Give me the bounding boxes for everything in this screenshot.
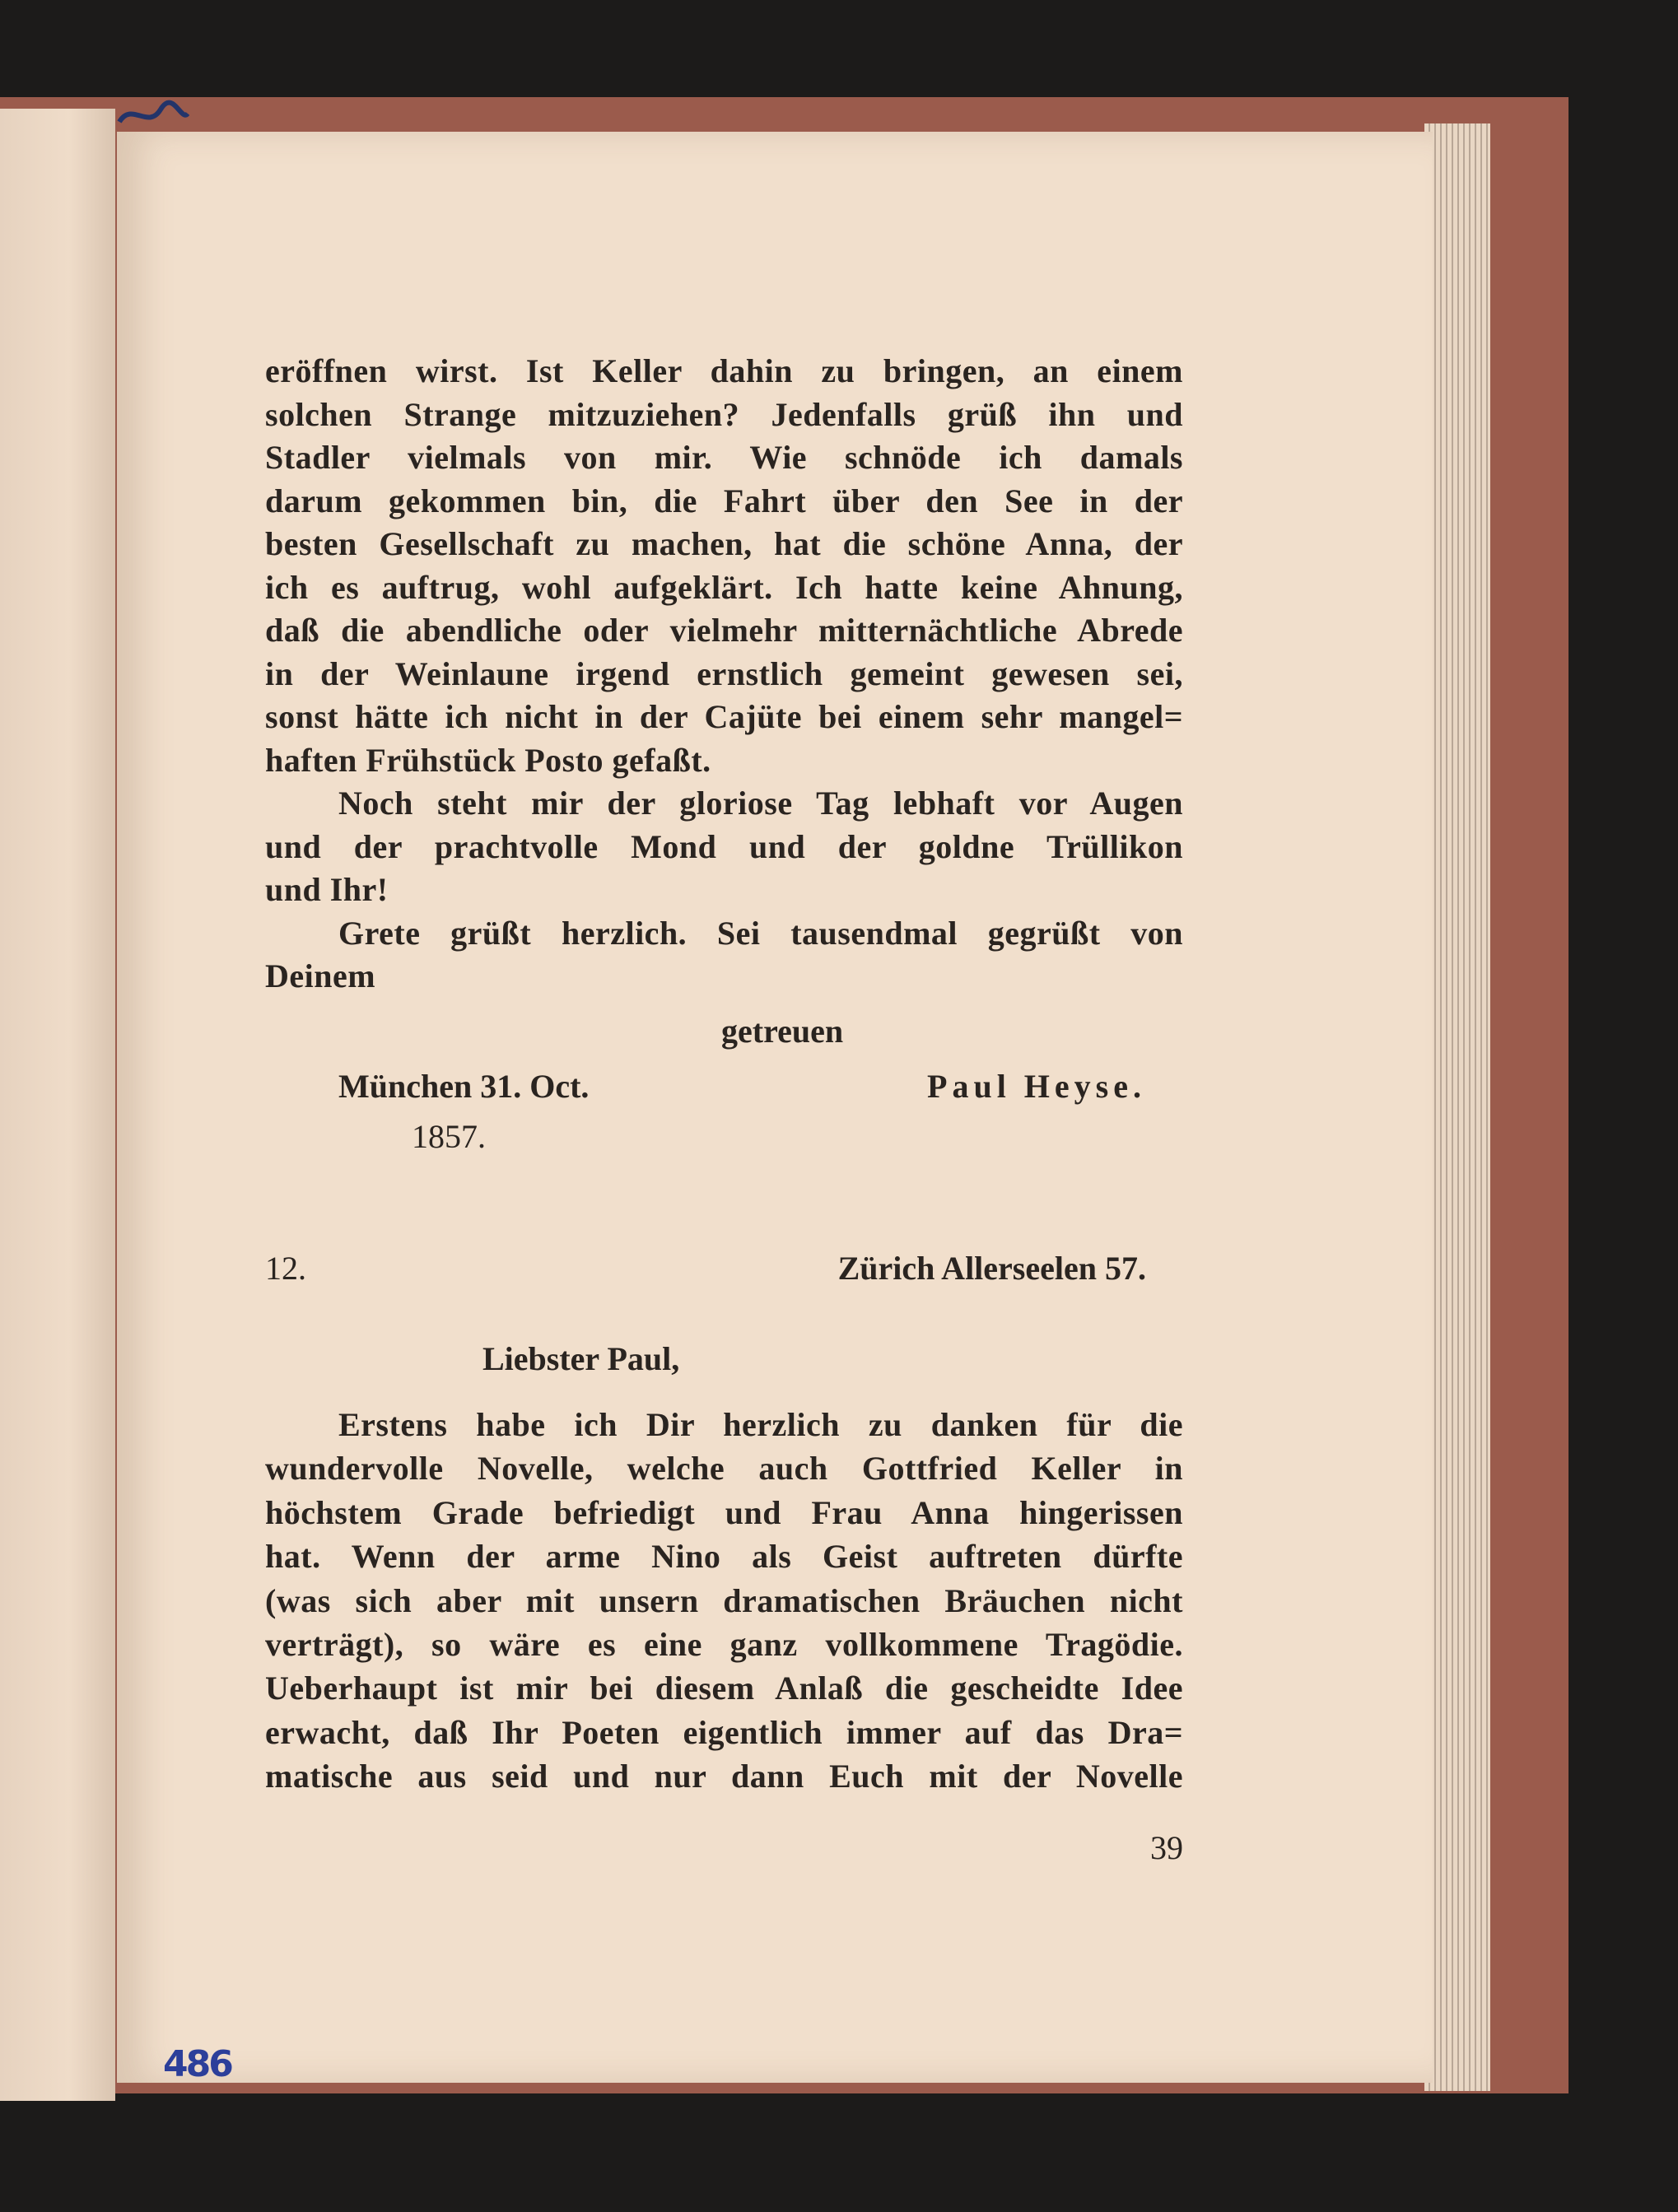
text-line: sonst hätte ich nicht in der Cajüte bei einem sehr mangel= [265,698,1183,735]
text-line: haften Frühstück Posto gefaßt. [265,742,711,779]
letter-place-date: Zürich Allerseelen 57. [837,1250,1146,1287]
text-line: wundervolle Novelle, welche auch Gottfried Keller in [265,1450,1183,1487]
page-number: 39 [1150,1829,1183,1866]
text-line: Stadler vielmals von mir. Wie schnöde ich damals [265,439,1183,476]
text-line: Erstens habe ich Dir herzlich zu danken für die [338,1406,1183,1443]
place-date: München 31. Oct. [338,1068,590,1105]
page-edges [1424,123,1490,2091]
bookmark-thread [115,97,189,135]
letter-number: 12. [265,1250,306,1287]
text-line: besten Gesellschaft zu machen, hat die schöne Anna, der [265,525,1183,562]
library-stamp: 486 [163,2043,231,2085]
closing: getreuen [721,1013,844,1050]
text-line: und Ihr! [265,871,389,908]
text-line: verträgt), so wäre es eine ganz vollkommene Tragödie. [265,1626,1183,1663]
text-line: (was sich aber mit unsern dramatischen Bräuchen nicht [265,1582,1183,1619]
text-line: und der prachtvolle Mond und der goldne Trüllikon [265,828,1183,865]
left-page [0,109,115,2101]
text-line: daß die abendliche oder vielmehr mitternächtliche Abrede [265,612,1183,649]
text-line: darum gekommen bin, die Fahrt über den See in der [265,482,1183,519]
text-line: matische aus seid und nur dann Euch mit der Novelle [265,1758,1183,1795]
year: 1857. [412,1118,486,1155]
text-line: hat. Wenn der arme Nino als Geist auftreten dürfte [265,1538,1183,1575]
text-line: ich es auftrug, wohl aufgeklärt. Ich hatte keine Ahnung, [265,569,1183,606]
signature: Paul Heyse. [927,1068,1146,1105]
text-line: Grete grüßt herzlich. Sei tausendmal gegrüßt von [338,915,1183,952]
text-line: erwacht, daß Ihr Poeten eigentlich immer auf das Dra= [265,1714,1183,1751]
text-line: in der Weinlaune irgend ernstlich gemeint gewesen sei, [265,655,1183,692]
text-line: Ueberhaupt ist mir bei diesem Anlaß die gescheidte Idee [265,1669,1183,1707]
text-line: eröffnen wirst. Ist Keller dahin zu bringen, an einem [265,352,1183,389]
text-line: Noch steht mir der gloriose Tag lebhaft vor Augen [338,785,1183,822]
text-line: Deinem [265,957,376,994]
text-line: solchen Strange mitzuziehen? Jedenfalls grüß ihn und [265,396,1183,433]
text-line: höchstem Grade befriedigt und Frau Anna hingerissen [265,1494,1183,1531]
salutation: Liebster Paul, [482,1340,680,1377]
